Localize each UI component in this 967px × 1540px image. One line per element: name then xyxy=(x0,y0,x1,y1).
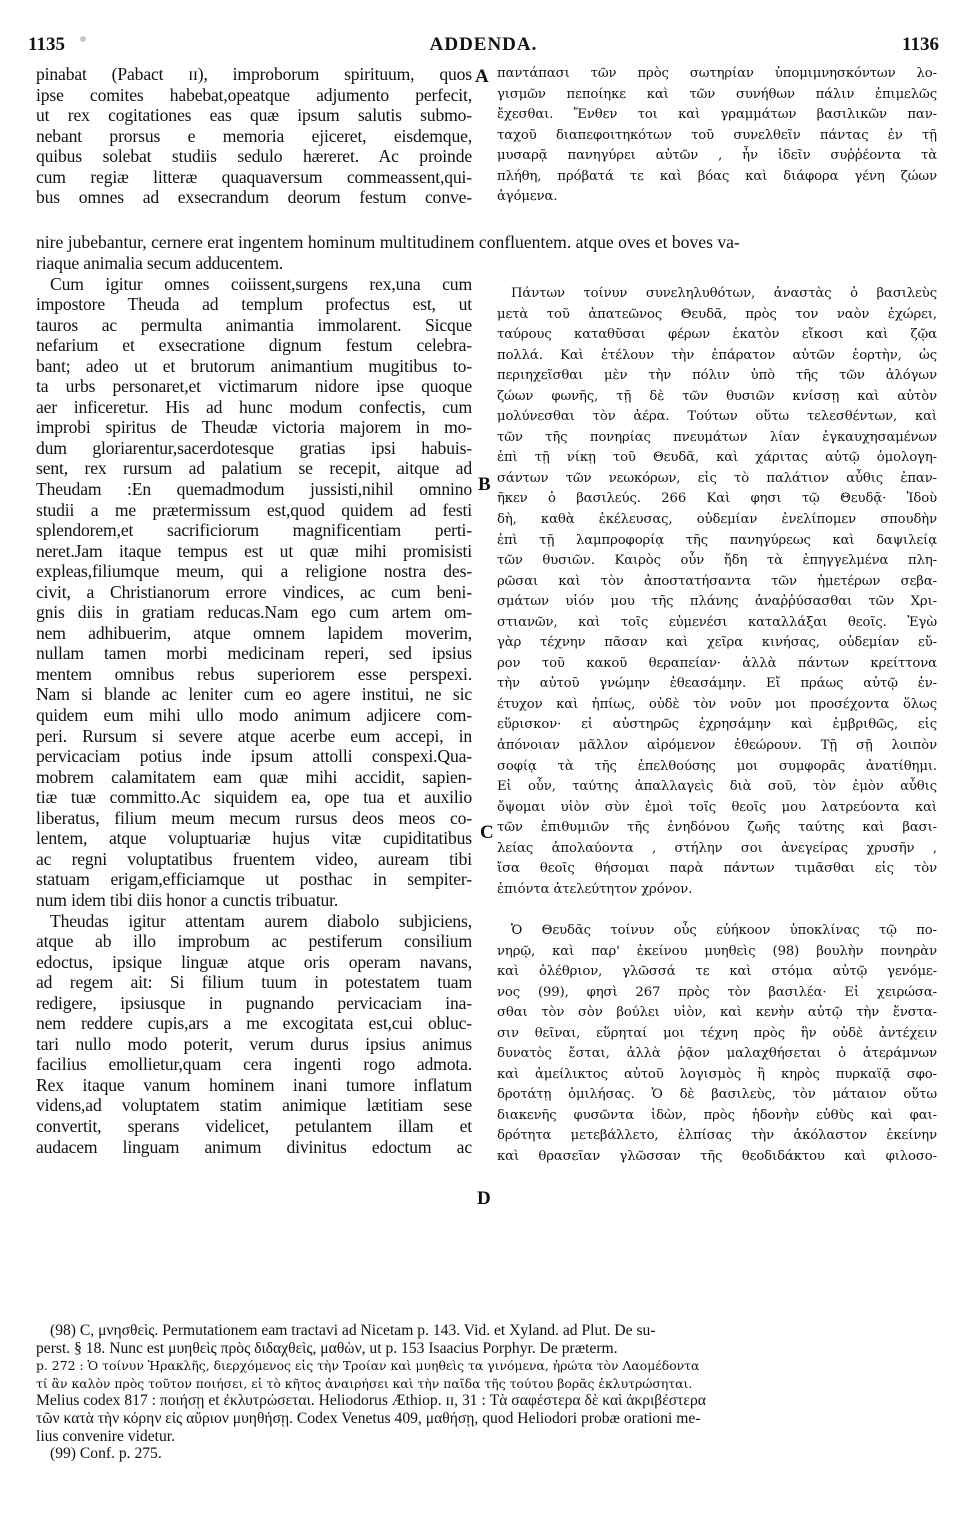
latin-line: lentem, atque voluptuariæ hujus vitæ cupiditatibus xyxy=(36,828,472,849)
latin-line: cum regiæ litteræ quaquaversum commeassent,qui- xyxy=(36,166,472,187)
footnotes xyxy=(36,1322,936,1463)
page-header xyxy=(28,34,939,58)
greek-line: σοφίᾳ τὰ τῆς ἐπελθούσης μοι συμφορᾶς ἀνατίθημι. xyxy=(497,758,937,774)
latin-line: pinabat (Pabact ɪɪ), improborum spirituum, quos xyxy=(36,64,472,84)
latin-line: nem reddere cupis,ars a me excogitata est,cui obluc- xyxy=(36,1013,472,1034)
greek-line: Εἰ οὖν, ταύτης ἀπαλλαγεὶς διὰ σοῦ, τὸν ἐμὸν αὖθις xyxy=(497,779,937,795)
greek-column-main xyxy=(497,284,937,1168)
latin-line: nefarium et exsecratione dignum festum celebra- xyxy=(36,335,472,356)
latin-line: bus omnes ad exsecrandum deorum festum conve- xyxy=(36,187,472,208)
greek-line: σιν θεῖναι, εὕρηταί μοι τέχνη πρὸς ἣν οὐδὲ ἀντέχειν xyxy=(497,1025,937,1041)
page-number-left: 1135 xyxy=(28,34,65,55)
greek-line: ἐπὶ τῇ νίκῃ τοῦ Θευδᾶ, καὶ χάριτας αὐτῷ ὁμολογη- xyxy=(497,450,937,466)
greek-line: νηρῷ, καὶ παρ' ἐκείνου μυηθεὶς (98) βουλὴν πονηρὰν xyxy=(497,943,937,959)
latin-column-main xyxy=(36,253,472,1157)
greek-line: ἀγόμενα. xyxy=(497,189,558,205)
greek-line: Πάντων τοίνυν συνεληλυθότων, ἀναστὰς ὁ βασιλεὺς xyxy=(511,286,937,301)
latin-line: facilius emollietur,quam cera ingenti rogo admota. xyxy=(36,1054,472,1075)
latin-line: bant; adeo ut et brutorum animantium mugitibus to- xyxy=(36,355,472,376)
latin-line: redigere, ipsiusque in pugnando pervicaciam ina- xyxy=(36,992,472,1013)
section-marker-a: A xyxy=(475,66,489,87)
latin-line: Rex itaque vanum hominem inani tumore inflatum xyxy=(36,1074,472,1095)
greek-line: καὶ θρασεῖαν γλῶσσαν τῆς θεοδιδάκτου καὶ φιλοσο- xyxy=(497,1148,937,1164)
section-marker-d: D xyxy=(477,1188,491,1209)
greek-line: ταχοῦ διαπεφοιτηκότων τοῦ συνελθεῖν πάντας ἐν τῇ xyxy=(497,127,937,143)
latin-line: gnis diis in gratiam reducas.Nam ego cum artem om- xyxy=(36,602,472,623)
latin-line: quidem eum mihi ullo modo animum adjicere com- xyxy=(36,705,472,726)
greek-line: σθαι τὸν σὸν βούλει υἱὸν, καὶ κενὴν αὐτῷ τὴν ἔνστα- xyxy=(497,1005,937,1021)
latin-line: edoctus, ipsique linguæ atque oris operam navans, xyxy=(36,951,472,972)
greek-line: ὄψομαι υἱὸν σὺν ἐμοὶ τοῖς θεοῖς μου λατρεύοντα καὶ xyxy=(497,799,937,815)
greek-line: δρότητα μετεβάλλετο, ἐλπίσας τὴν ἀκόλαστον ἐκείνην xyxy=(497,1128,937,1144)
greek-line: λείας ἀπολαύοντα , στήλην σοι ἀνεγείρας χρυσῆν , xyxy=(497,840,937,856)
greek-line: ἀπόνοιαν μᾶλλον αἱρόμενον ἐθεώρουν. Τῇ σῇ λοιπὸν xyxy=(497,738,937,754)
latin-line: statuam erigam,efficiamque ut posthac in sempiter- xyxy=(36,869,472,890)
latin-line: tari nullo modo poterit, verum durus ipsius animus xyxy=(36,1033,472,1054)
latin-line: Nam si blande ac leniter cum eo agere institui, ne sic xyxy=(36,684,472,705)
section-marker-c: C xyxy=(480,822,494,843)
latin-line: pervicaciam potius inde ipsum attolli conspexi.Qua- xyxy=(36,746,472,767)
greek-line: τῶν ἐπιθυμιῶν τῆς ἐνηδόνου ζωῆς ταύτης καὶ βασι- xyxy=(497,820,937,836)
latin-line: liberatus, filium meum mecum rursus deos meos co- xyxy=(36,807,472,828)
greek-line: μετὰ τοῦ ἀπατεῶνος Θευδᾶ, πρὸς τον ναὸν ἐχώρει, xyxy=(497,306,937,322)
latin-line: improbi spiritus de Theudæ victoria majorem in mo- xyxy=(36,417,472,438)
greek-line: στιανῶν, καὶ τοῖς εὐμενέσι καταλλάξαι θεοῖς. Ἐγὼ xyxy=(497,614,937,630)
latin-line: ac regni voluptatibus fruentem video, auream tibi xyxy=(36,848,472,869)
greek-line: έτυχον καὶ ἠπίως, οὐδὲ τὸν νοῦν μοι προσέχοντα ὅλως xyxy=(497,696,937,712)
greek-line: σμάτων υἱόν μου τῆς πλάνης ἀναῤῥύσασθαι τῶν Χρι- xyxy=(497,594,937,610)
running-title: ADDENDA. xyxy=(429,34,538,55)
latin-line: videns,ad voluptatem statim animique lætitiam sese xyxy=(36,1095,472,1116)
greek-line: πολλά. Καὶ ἐτέλουν τὴν ἐπάρατον αὐτῶν ἑορτὴν, ὡς xyxy=(497,347,937,363)
greek-line: πλήθη, πρόβατά τε καὶ βόας καὶ διάφορα γένη ζώων xyxy=(497,168,937,184)
latin-line: Theudam :En quemadmodum jussisti,nihil omnino xyxy=(36,479,472,500)
latin-line: dum gloriarentur,sacerdotesque gratias ipsi habuis- xyxy=(36,437,472,458)
latin-line: quibus solebat studiis sedulo hæreret. Ac proinde xyxy=(36,146,472,167)
latin-line: ipse comites habebat,opeatque adjumento perfecit, xyxy=(36,84,472,105)
greek-line: ρῶσαι καὶ τὸν ἀποστατήσαντα τῶν ἡμετέρων σεβα- xyxy=(497,573,937,589)
greek-line: σάντων τῶν νεωκόρων, εἰς τὸ παλάτιον αὖθις ἐπαν- xyxy=(497,470,937,486)
greek-line: δυνατὸς ἔσται, ἀλλὰ ῥᾷον μαλαχθήσεται ὁ ἀτεράμνων xyxy=(497,1046,937,1062)
section-marker-b: B xyxy=(478,474,491,495)
greek-line: ζώων φωνῆς, τῇ δὲ τῶν θυσιῶν κνίσσῃ καὶ αὐτὸν xyxy=(497,388,937,404)
greek-line: ἴσα θεοῖς θήσομαι παρὰ πάντων τιμᾶσθαι εἰς τὸν xyxy=(497,861,937,877)
greek-line: διακενῆς φυσῶντα ἰδὼν, πρὸς ἡδονὴν εὐθὺς καὶ φαι- xyxy=(497,1107,937,1123)
greek-column-top xyxy=(497,64,937,208)
greek-line: εὕρισκον· εἰ αὐστηρῶς ἐχρησάμην καὶ ἐμβριθῶς, εἰς xyxy=(497,717,937,733)
latin-line: neret.Jam itaque tempus est ut quæ mihi promisisti xyxy=(36,540,472,561)
latin-line: audacem linguam animum divinitus edoctum ac xyxy=(36,1136,472,1157)
greek-line: καὶ ὀλέθριον, γλῶσσά τε καὶ στόμα αὐτῷ γενόμε- xyxy=(497,964,937,980)
greek-line: ἐπὶ τῇ λαμπροφορίᾳ τῆς πανηγύρεως καὶ δαψιλείᾳ xyxy=(497,532,937,548)
latin-line: Cum igitur omnes coiissent,surgens rex,una cum xyxy=(50,273,472,294)
greek-line: μολύνεσθαι τὸν ἀέρα. Τούτων οὕτω τελεσθέντων, καὶ xyxy=(497,409,937,425)
greek-line: δὴ, καθὰ ἐκέλευσας, οὐδεμίαν ἐνελίπομεν σπουδὴν xyxy=(497,512,937,528)
greek-line: ρον τοῦ κακοῦ θεραπείαν· ἀλλὰ πάντων κρείττονα xyxy=(497,655,937,671)
latin-line: convertit, sperans videlicet, petulantem illam et xyxy=(36,1115,472,1136)
latin-line: ut rex cogitationes eas quæ ipsum salutis submo- xyxy=(36,105,472,126)
latin-line: ad regem ait: Si filium tuum in potestatem tuam xyxy=(36,972,472,993)
greek-line: παντάπασι τῶν πρὸς σωτηρίαν ὑπομιμνησκόντων λο- xyxy=(497,66,937,81)
latin-line: expleas,filiumque meum, qui a religione nostra des- xyxy=(36,561,472,582)
greek-line: νος (99), φησὶ 267 πρὸς τὸν βασιλέα· Εἰ χειρώσα- xyxy=(497,984,937,1000)
latin-line: riaque animalia secum adducentem. xyxy=(36,253,284,273)
latin-line: civit, a Christianorum errore vindices, ac cum beni- xyxy=(36,581,472,602)
footnote-line: Melius codex 817 : ποιήσῃ et ἐκλυτρώσεται. Heliodorus Æthiop. ɪɪ, 31 : Τὰ σαφέστερα δὲ καὶ ἀκριβέστερα xyxy=(36,1392,706,1410)
page-number-right: 1136 xyxy=(902,34,939,55)
greek-line: γὰρ τέχνην πᾶσαν καὶ χεῖρα κινήσας, οὐδεμίαν εὔ- xyxy=(497,635,937,651)
latin-line: studii a me prætermissum est,quod quidem ad festi xyxy=(36,499,472,520)
paragraph-gap xyxy=(497,900,937,921)
latin-line: nem adhibuerim, atque omnem lapidem moverim, xyxy=(36,622,472,643)
latin-line: Theudas igitur attentam aurem diabolo subjiciens, xyxy=(50,910,472,931)
greek-line: ῆκεν ὁ βασιλεύς. 266 Καὶ φησι τῷ Θευδᾷ· Ἰδοὺ xyxy=(497,491,937,507)
footnote-line: τί ἂν καλὸν πρὸς τοῦτον ποιήσει, εἰ τὸ κῆτος ἀναιρήσει καὶ τὴν παῖδα τῆς τούτου βορᾶς ἐκλυτρώσηται. xyxy=(36,1375,693,1391)
greek-line: μυσαρᾷ πανηγύρει αὐτῶν , ἦν ἰδεῖν συῤῥέοντα τὰ xyxy=(497,148,937,164)
footnote-line: p. 272 : Ὁ τοίνυν Ἡρακλῆς, διερχόμενος εἰς τὴν Τροίαν καὶ μυηθεὶς τα γινόμενα, ἠρώτα τὸν Λαομέδοντα xyxy=(36,1358,700,1374)
greek-line: καὶ ἀμείλικτος αὐτοῦ λογισμὸς ἢ κηρὸς πυρκαϊᾷ σφο- xyxy=(497,1066,937,1082)
latin-line: tauros ac permulta animantia immolarent. Sicque xyxy=(36,314,472,335)
bridge-line: nire jubebantur, cernere erat ingentem hominum multitudinem confluentem. atque oves et boves va- xyxy=(36,232,740,252)
latin-line: atque ab illo improbum ac pestiferum consilium xyxy=(36,931,472,952)
latin-line: tiæ tuæ committo.Ac siquidem ea, ope tua et auxilio xyxy=(36,787,472,808)
greek-line: ταύρους καταθῦσαι φέρων ἑκατὸν εἴκοσι καὶ ζῷα xyxy=(497,327,937,343)
greek-line: τῶν θυσιῶν. Καιρὸς οὖν ἤδη τὰ ἐπηγγελμένα πλη- xyxy=(497,553,937,569)
greek-line: τῶν τῆς πονηρίας πνευμάτων λίαν ἐγκαυχησαμένων xyxy=(497,429,937,445)
latin-line: impostore Theuda ad templum profectus est, ut xyxy=(36,294,472,315)
greek-line: ἔχεσθαι. Ἔνθεν τοι καὶ γραμμάτων βασιλικῶν παν- xyxy=(497,107,937,123)
footnote-line: (99) Conf. p. 275. xyxy=(50,1445,162,1463)
greek-line: περιηχεῖσθαι μὲν τὴν πόλιν ὑπὸ τῆς τῶν ἀλόγων xyxy=(497,368,937,384)
footnote-line: τῶν κατὰ τὴν κόρην εἰς αὔριον μυηθήσῃ. Codex Venetus 409, μαθήσῃ, quod Heliodori probæ orationi me- xyxy=(36,1409,701,1427)
footnote-line: perst. § 18. Nunc est μυηθεὶς πρὸς διδαχθεὶς, μαθὼν, ut p. 153 Isaacius Porphyr. De præterm. xyxy=(36,1339,618,1357)
latin-line: aer inficeretur. His ad hunc modum confectis, cum xyxy=(36,396,472,417)
latin-line: peri. Rursum si severe atque acerbe eum accepi, in xyxy=(36,725,472,746)
latin-line: nebant prorsus e memoria ejiceret, eisdemque, xyxy=(36,125,472,146)
latin-line: sent, rex rursum ad palatium se recepit, aitque ad xyxy=(36,458,472,479)
latin-line: num idem tibi diis honor a cunctis tribuatur. xyxy=(36,889,339,910)
footnote-line: lius convenire videtur. xyxy=(36,1427,176,1445)
greek-line: δροτάτῃ ὁμιλήσας. Ὁ δὲ βασιλεὺς, τὸν μάταιον οὕτω xyxy=(497,1087,937,1103)
footnote-line: (98) C, μνησθεὶς. Permutationem eam tractavi ad Nicetam p. 143. Vid. et Xyland. ad Plut. De su- xyxy=(50,1322,656,1339)
greek-line: γισμῶν πεποίηκε καὶ τῶν συνήθων πάλιν ἐπιμελῶς xyxy=(497,86,937,102)
latin-column-top xyxy=(36,64,472,208)
latin-line: splendorem,et sacrificiorum magnificentiam perti- xyxy=(36,520,472,541)
latin-line: ta urbs personaret,et victimarum nidore ipse quoque xyxy=(36,376,472,397)
latin-line: mobrem calamitatem eam quæ mihi accidit, sapien- xyxy=(36,766,472,787)
greek-line: Ὁ Θευδᾶς τοίνυν οὖς εὐήκοον ὑποκλίνας τῷ πο- xyxy=(511,922,937,938)
latin-line: nullam tamen morbi medicinam reperi, sed ipsius xyxy=(36,643,472,664)
greek-line: τὴν αὐτοῦ γνώμην ἐθεασάμην. Εἴ πράως αὐτῷ ἐν- xyxy=(497,676,937,692)
latin-line: mentem omnibus rebus superiorem esse perspexi. xyxy=(36,663,472,684)
greek-line: ἐπιόντα ἀτελεύτητον χρόνον. xyxy=(497,881,693,897)
